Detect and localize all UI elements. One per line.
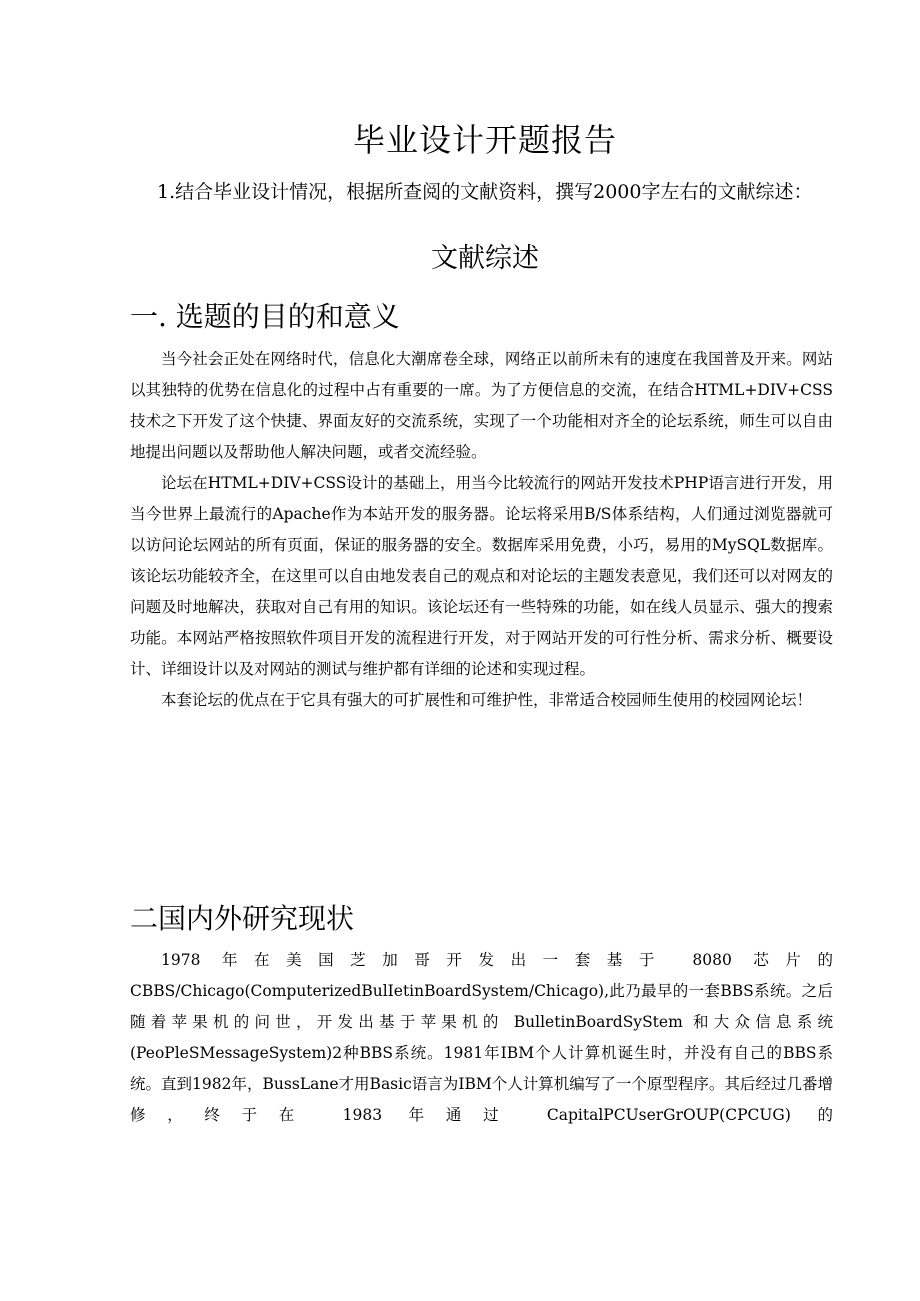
page-title: 毕业设计开题报告 (352, 121, 617, 159)
paragraph: 本套论坛的优点在于它具有强大的可扩展性和可维护性，非常适合校园师生使用的校园网论坛！ (161, 691, 813, 709)
paragraph: 1978 年在美国芝加哥开发出一套基于 8080 芯片的CBBS/Chicago(ComputerizedBulIetinBoardSystem/Chicago),此乃最早的一套BBS系统。之后随着苹果机的问世，开发出基于苹果机的 BulletinBoardSyStem 和大众信息系统(PeoPleSMessageSystem)2种BBS系统。1981年IBM个人计算机诞生时，并没有自己的BBS系统。直到1982年，BussLane才用Basic语言为IBM个人计算机编写了一个原型程序。其后经过几番增修，终于在 1983 年通过 CapitalPCUserGrOUP(CPCUG) 的 (130, 951, 833, 1124)
section-heading-research-status: 二国内外研究现状 (130, 902, 355, 935)
paragraph: 论坛在HTML+DIV+CSS设计的基础上，用当今比较流行的网站开发技术PHP语言进行开发，用当今世界上最流行的Apache作为本站开发的服务器。论坛将采用B/S体系结构，人们通过浏览器就可以访问论坛网站的所有页面，保证的服务器的安全。数据库采用免费，小巧，易用的MySQL数据库。该论坛功能较齐全，在这里可以自由地发表自己的观点和对论坛的主题发表意见，我们还可以对网友的问题及时地解决，获取对自己有用的知识。该论坛还有一些特殊的功能，如在线人员显示、强大的搜索功能。本网站严格按照软件项目开发的流程进行开发，对于网站开发的可行性分析、需求分析、概要设计、详细设计以及对网站的测试与维护都有详细的论述和实现过程。 (130, 474, 833, 678)
paragraph: 当今社会正处在网络时代，信息化大潮席卷全球，网络正以前所未有的速度在我国普及开来。网站以其独特的优势在信息化的过程中占有重要的一席。为了方便信息的交流，在结合HTML+DIV+CSS技术之下开发了这个快捷、界面友好的交流系统，实现了一个功能相对齐全的论坛系统，师生可以自由地提出问题以及帮助他人解决问题，或者交流经验。 (130, 350, 833, 461)
section-body-purpose (130, 344, 833, 716)
section-heading-purpose: 一. 选题的目的和意义 (130, 300, 400, 333)
section-subtitle: 文献综述 (431, 243, 539, 274)
section-body-research-status (130, 945, 833, 1131)
instruction-text: 1.结合毕业设计情况，根据所查阅的文献资料，撰写2000字左右的文献综述： (157, 181, 813, 203)
